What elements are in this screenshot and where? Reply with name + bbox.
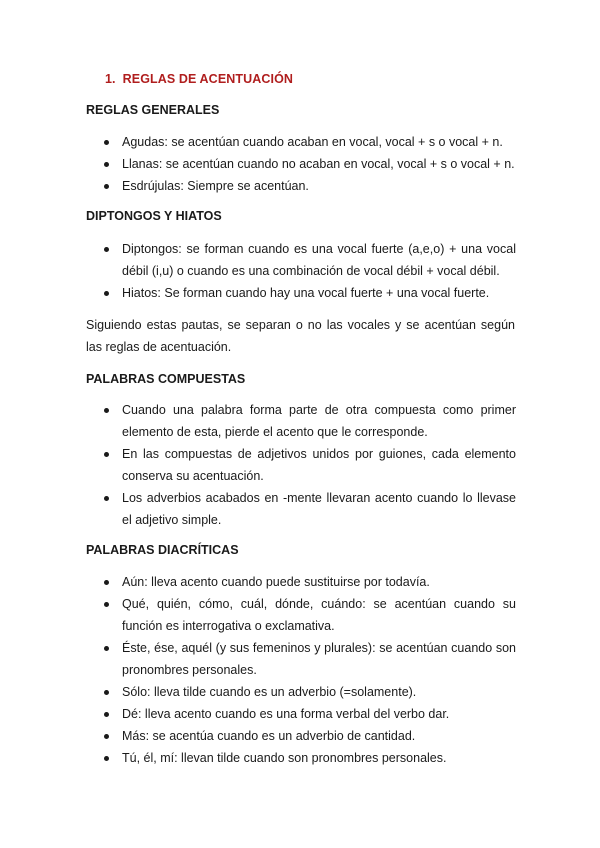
bullet-icon [104, 712, 109, 717]
list-item: Dé: lleva acento cuando es una forma verbal del verbo dar. [86, 703, 516, 725]
paragraph-pautas: Siguiendo estas pautas, se separan o no las vocales y se acentúan según las reglas de acentuación. [86, 318, 515, 354]
list-item: Agudas: se acentúan cuando acaban en vocal, vocal + s o vocal + n. [86, 131, 516, 153]
list-diptongos-hiatos [86, 238, 516, 304]
list-item: Qué, quién, cómo, cuál, dónde, cuándo: se acentúan cuando su función es interrogativa o exclamativa. [86, 593, 516, 637]
title-text: REGLAS DE ACENTUACIÓN [122, 72, 294, 86]
bullet-icon [104, 602, 109, 607]
list-palabras-diacriticas [86, 571, 516, 769]
list-item: Llanas: se acentúan cuando no acaban en vocal, vocal + s o vocal + n. [86, 153, 516, 175]
bullet-icon [104, 184, 109, 189]
bullet-icon [104, 734, 109, 739]
list-reglas-generales [86, 131, 516, 197]
list-item: Los adverbios acabados en -mente llevaran acento cuando lo llevase el adjetivo simple. [86, 487, 516, 531]
heading-palabras-compuestas: PALABRAS COMPUESTAS [86, 372, 246, 386]
bullet-icon [104, 162, 109, 167]
list-item: Más: se acentúa cuando es un adverbio de cantidad. [86, 725, 516, 747]
bullet-icon [104, 580, 109, 585]
list-item: Esdrújulas: Siempre se acentúan. [86, 175, 516, 197]
title-number: 1. [105, 72, 116, 86]
list-item: Sólo: lleva tilde cuando es un adverbio (=solamente). [86, 681, 516, 703]
bullet-icon [104, 646, 109, 651]
list-item: Cuando una palabra forma parte de otra compuesta como primer elemento de esta, pierde el acento que le corresponde. [86, 399, 516, 443]
bullet-icon [104, 690, 109, 695]
list-item: En las compuestas de adjetivos unidos por guiones, cada elemento conserva su acentuación. [86, 443, 516, 487]
heading-diptongos-hiatos: DIPTONGOS Y HIATOS [86, 209, 222, 223]
bullet-icon [104, 140, 109, 145]
list-palabras-compuestas [86, 399, 516, 531]
bullet-icon [104, 452, 109, 457]
bullet-icon [104, 247, 109, 252]
heading-reglas-generales: REGLAS GENERALES [86, 103, 220, 117]
list-item: Tú, él, mí: llevan tilde cuando son pronombres personales. [86, 747, 516, 769]
document-title [105, 72, 293, 86]
bullet-icon [104, 496, 109, 501]
bullet-icon [104, 291, 109, 296]
bullet-icon [104, 408, 109, 413]
list-item: Éste, ése, aquél (y sus femeninos y plurales): se acentúan cuando son pronombres personales. [86, 637, 516, 681]
bullet-icon [104, 756, 109, 761]
list-item: Diptongos: se forman cuando es una vocal fuerte (a,e,o) + una vocal débil (i,u) o cuando es una combinación de vocal débil + vocal débil. [86, 238, 516, 282]
list-item: Hiatos: Se forman cuando hay una vocal fuerte + una vocal fuerte. [86, 282, 516, 304]
heading-palabras-diacriticas: PALABRAS DIACRÍTICAS [86, 543, 239, 557]
list-item: Aún: lleva acento cuando puede sustituirse por todavía. [86, 571, 516, 593]
